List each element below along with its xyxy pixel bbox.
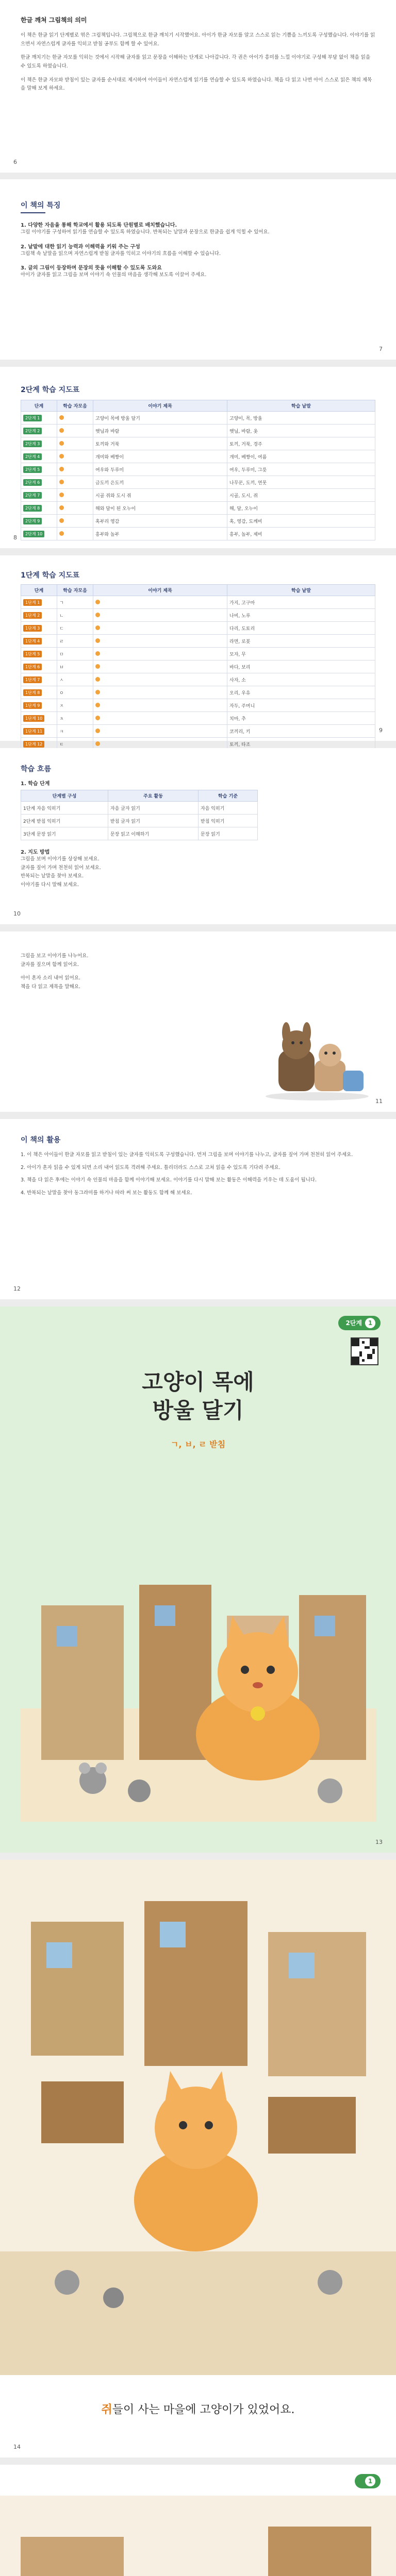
cell: 금도끼 은도끼 <box>93 476 227 489</box>
table-row <box>21 699 375 712</box>
title-underline <box>21 212 45 213</box>
cell: 오리, 우유 <box>227 686 375 699</box>
cell: 문장 읽고 이해하기 <box>108 827 198 840</box>
table-row <box>21 648 375 660</box>
table-row <box>21 450 375 463</box>
highlight-word: 쥐 <box>101 2403 112 2416</box>
stage-number: 1 <box>365 1318 375 1328</box>
section-title: 이 책의 활용 <box>21 1136 61 1144</box>
stage2-section <box>21 384 375 540</box>
cell: 코끼리, 키 <box>227 725 375 738</box>
cell: 나무꾼, 도끼, 연못 <box>227 476 375 489</box>
paragraph: 4. 반복되는 낱말을 찾아 동그라미를 하거나 따라 써 보는 활동도 함께 해 보세요. <box>21 1190 192 1196</box>
cell <box>21 699 57 712</box>
features-section <box>21 200 376 280</box>
cell <box>93 648 227 660</box>
cell: 혹부리 영감 <box>93 515 227 528</box>
book-icon <box>59 467 64 471</box>
cell <box>21 648 57 660</box>
paragraph: 이 책은 한글 읽기 단계별로 엮은 그림책입니다. 그림책으로 한글 깨치기 시작했어요. 아이가 한글 자모를 알고 스스로 읽는 기쁨을 느끼도록 구성했습니다. 이야기를 읽으면서 자연스럽게 글자를 익히고 받침 공부도 함께 할 수 있어요. <box>21 32 375 47</box>
cell: 라면, 로봇 <box>227 635 375 648</box>
keyword-text: ㄱ, ㅂ, ㄹ 받침 <box>170 1439 226 1450</box>
cell <box>57 412 93 425</box>
cell <box>93 725 227 738</box>
table-row <box>21 660 375 673</box>
cell: 흥부와 놀부 <box>93 528 227 540</box>
cell <box>57 502 93 515</box>
cell: 자두, 주머니 <box>227 699 375 712</box>
stage-badge: 1단계 11 <box>23 728 44 735</box>
column-header: 학습 기준 <box>199 790 258 802</box>
cell <box>57 437 93 450</box>
stage-badge: 1단계 10 <box>23 715 44 722</box>
page-features <box>0 179 396 360</box>
page-number: 7 <box>379 346 383 352</box>
stage-badge: 1단계 2 <box>23 612 42 619</box>
cell: ㅈ <box>57 699 93 712</box>
cover-title-block <box>0 1368 396 1450</box>
table-row <box>21 412 375 425</box>
book-icon <box>59 480 64 484</box>
cell <box>93 609 227 622</box>
table-row <box>21 609 375 622</box>
page-number: 10 <box>13 910 21 917</box>
book-icon <box>95 690 100 694</box>
story-1-illustration <box>0 1860 396 2375</box>
cell <box>21 476 57 489</box>
feature-text: 아이가 글자를 읽고 그림을 보며 이야기 속 인물의 마음을 생각해 보도록 이끌어 주세요. <box>21 272 207 278</box>
book-icon <box>95 600 100 604</box>
table-row <box>21 515 375 528</box>
feature-text: 그림책 속 낱말을 읽으며 자연스럽게 받침 글자를 익히고 이야기의 흐름을 이해할 수 있습니다. <box>21 250 221 257</box>
cell: 받침 글자 읽기 <box>108 815 198 827</box>
stage-number: 1 <box>365 2476 375 2486</box>
guide-list <box>21 952 237 992</box>
cell <box>21 635 57 648</box>
cell: 고양이, 목, 방울 <box>227 412 375 425</box>
cell <box>21 489 57 502</box>
book-icon <box>95 651 100 656</box>
feature-heading: 3. 글의 그림이 등장하며 문장의 뜻을 이해할 수 있도록 도와요 <box>21 265 162 272</box>
stage-badge: 2단계 2 <box>23 428 42 434</box>
stage-badge: 1단계 9 <box>23 702 42 709</box>
note-item: 이야기를 다시 말해 보세요. <box>21 882 79 888</box>
table-row <box>21 476 375 489</box>
page-guide <box>0 931 396 1112</box>
cell <box>93 635 227 648</box>
stage-badge: 1단계 8 <box>23 689 42 696</box>
book-icon <box>59 441 64 446</box>
paragraph: 1. 이 책은 아이들이 한글 자모를 읽고 받침이 있는 글자를 익히도록 구성했습니다. 먼저 그림을 보며 이야기를 나누고, 글자를 짚어 가며 천천히 읽어 주세요. <box>21 1152 353 1158</box>
page-number: 6 <box>13 159 17 165</box>
book-icon <box>59 505 64 510</box>
cell: ㄷ <box>57 622 93 635</box>
cell: 개미, 베짱이, 여름 <box>227 450 375 463</box>
table-header-row <box>21 790 258 802</box>
story-title-line2: 방울 달기 <box>152 1397 244 1423</box>
table-row <box>21 686 375 699</box>
book-icon <box>95 703 100 707</box>
stage-badge: 2단계 10 <box>23 531 44 537</box>
cell: 자음 익히기 <box>199 802 258 815</box>
note-item: 그림을 보며 이야기를 상상해 보세요. <box>21 856 100 862</box>
cell: 1단계 자음 익히기 <box>21 802 108 815</box>
stage-badge: 2단계 1 <box>23 415 42 421</box>
table-row <box>21 596 375 609</box>
cell <box>93 660 227 673</box>
page-story-1 <box>0 1860 396 2458</box>
stage-badge: 2단계 7 <box>23 492 42 499</box>
table-row <box>21 463 375 476</box>
paragraph: 이 책은 한글 자모와 받침이 있는 글자를 순서대로 제시하여 아이들이 자연스럽게 읽기를 연습할 수 있도록 하였습니다. 책을 다 읽고 나면 아이 스스로 읽은 책의 제목을 말해 보게 하세요. <box>21 77 372 92</box>
book-icon <box>95 638 100 643</box>
stage-badge: 1단계 7 <box>23 676 42 683</box>
paragraph: 한글 깨치기는 한글 자모를 익히는 것에서 시작해 글자를 읽고 문장을 이해하는 단계로 나아갑니다. 각 권은 아이가 흥미를 느낄 이야기로 구성해 부담 없이 책을 읽을 수 있도록 하였습니다. <box>21 55 371 69</box>
stage-badge: 1단계 4 <box>23 638 42 645</box>
book-icon <box>95 716 100 720</box>
stage-badge: 1단계 5 <box>23 651 42 657</box>
cell: 여우, 두루미, 그릇 <box>227 463 375 476</box>
cell: ㄹ <box>57 635 93 648</box>
note-item: 글자를 짚어 가며 천천히 읽어 보세요. <box>21 865 101 871</box>
column-header: 단계별 구성 <box>21 790 108 802</box>
qr-icon <box>352 1338 377 1364</box>
table-row <box>21 622 375 635</box>
subheading: 1. 학습 단계 <box>21 781 50 787</box>
cell <box>57 515 93 528</box>
guide-item: 아이 혼자 소리 내어 읽어요. <box>21 975 81 981</box>
feature-heading: 2. 낱말에 대한 읽기 능력과 이해력을 키워 주는 구성 <box>21 244 140 250</box>
stage-badge: 2단계 4 <box>23 453 42 460</box>
table-header-row <box>21 585 375 596</box>
table-row <box>21 502 375 515</box>
page-usage <box>0 1119 396 1299</box>
cell <box>57 463 93 476</box>
section-title: 이 책의 특징 <box>21 201 61 210</box>
cell <box>21 528 57 540</box>
cover-illustration <box>21 1492 376 1822</box>
page-stage2-table <box>0 367 396 548</box>
cell <box>93 712 227 725</box>
book-icon <box>95 613 100 617</box>
cell <box>21 425 57 437</box>
cell: 개미와 베짱이 <box>93 450 227 463</box>
column-header: 학습 자모음 <box>57 400 93 412</box>
cell <box>57 425 93 437</box>
column-header: 주요 활동 <box>108 790 198 802</box>
page-number: 9 <box>379 727 383 734</box>
section-title: 1단계 학습 지도표 <box>21 571 80 580</box>
story-caption <box>0 2401 396 2417</box>
cell <box>57 489 93 502</box>
column-header: 단계 <box>21 585 57 596</box>
subheading: 2. 지도 방법 <box>21 850 50 855</box>
book-icon <box>59 415 64 420</box>
cell: 3단계 문장 읽기 <box>21 827 108 840</box>
paragraph: 2. 아이가 혼자 읽을 수 있게 되면 소리 내어 읽도록 격려해 주세요. 틀리더라도 스스로 고쳐 읽을 수 있도록 기다려 주세요. <box>21 1164 280 1171</box>
cell: ㅌ <box>57 738 93 751</box>
cell <box>21 450 57 463</box>
cell <box>21 712 57 725</box>
stage-badge: 2단계 5 <box>23 466 42 473</box>
book-icon <box>59 531 64 536</box>
table-row <box>21 425 375 437</box>
cell <box>57 476 93 489</box>
cell <box>93 596 227 609</box>
cell: 여우와 두루미 <box>93 463 227 476</box>
guide-item: 책을 다 읽고 제목을 말해요. <box>21 984 81 990</box>
book-icon <box>95 677 100 682</box>
page-number: 12 <box>13 1285 21 1292</box>
cell <box>21 622 57 635</box>
book-icon <box>95 728 100 733</box>
cell: 시골 쥐와 도시 쥐 <box>93 489 227 502</box>
cell: 시골, 도시, 쥐 <box>227 489 375 502</box>
book-icon <box>59 454 64 459</box>
cell <box>21 412 57 425</box>
guide-item: 그림을 보고 이야기를 나누어요. <box>21 953 89 959</box>
page-number: 14 <box>13 2444 21 2450</box>
stage-badge: 2단계 9 <box>23 518 42 524</box>
cell <box>21 515 57 528</box>
book-icon <box>95 625 100 630</box>
stage-badge: 1단계 3 <box>23 625 42 632</box>
cell: 해와 달이 된 오누이 <box>93 502 227 515</box>
cell <box>21 686 57 699</box>
book-icon <box>59 518 64 523</box>
cell <box>93 699 227 712</box>
table-row <box>21 725 375 738</box>
keyword-line <box>0 1438 396 1450</box>
stage-tag <box>338 1316 381 1330</box>
cell <box>93 686 227 699</box>
page-title: 한글 깨쳐 그림책의 의미 <box>21 16 87 24</box>
cell: ㅋ <box>57 725 93 738</box>
cell: 해, 달, 오누이 <box>227 502 375 515</box>
cell: 치마, 추 <box>227 712 375 725</box>
story-title-line1: 고양이 목에 <box>142 1369 254 1395</box>
cell: 토끼, 타조 <box>227 738 375 751</box>
flow-section <box>21 764 375 890</box>
page-intro <box>0 0 396 173</box>
cell: ㄱ <box>57 596 93 609</box>
column-header: 학습 낱말 <box>227 400 375 412</box>
cell <box>93 622 227 635</box>
stage-tag <box>355 2474 381 2488</box>
qr-code <box>351 1337 378 1365</box>
cell: ㅊ <box>57 712 93 725</box>
feature-heading: 1. 다양한 자음을 통해 학교에서 활용 되도록 단원별로 배치했습니다. <box>21 223 177 228</box>
story-2-illustration <box>0 2496 396 2576</box>
page-learning-flow <box>0 748 396 924</box>
cell: 햇님과 바람 <box>93 425 227 437</box>
cell: ㅅ <box>57 673 93 686</box>
table-header-row <box>21 400 375 412</box>
cell: ㅇ <box>57 686 93 699</box>
cell: ㄴ <box>57 609 93 622</box>
table-row <box>21 635 375 648</box>
cell <box>21 596 57 609</box>
table-row <box>21 673 375 686</box>
usage-section <box>21 1134 376 1198</box>
cell <box>21 437 57 450</box>
stage2-table <box>21 400 375 540</box>
page-stage1-table <box>0 555 396 748</box>
cell: 고양이 목에 방울 달기 <box>93 412 227 425</box>
intro-section <box>21 15 376 93</box>
page-number: 8 <box>13 534 17 541</box>
cell: 사자, 소 <box>227 673 375 686</box>
cell: 모자, 무 <box>227 648 375 660</box>
cell <box>93 673 227 686</box>
table-row <box>21 489 375 502</box>
stage-badge: 1단계 12 <box>23 741 44 748</box>
stage-label: 2단계 <box>345 1319 362 1327</box>
book-icon <box>59 493 64 497</box>
page-story-2 <box>0 2465 396 2576</box>
book-icon <box>95 664 100 669</box>
stage1-section <box>21 570 375 751</box>
cell: 다리, 도토리 <box>227 622 375 635</box>
cell: 햇님, 바람, 옷 <box>227 425 375 437</box>
stage-badge: 1단계 6 <box>23 664 42 670</box>
cell: 토끼, 거북, 경주 <box>227 437 375 450</box>
stage-badge: 2단계 3 <box>23 440 42 447</box>
table-row <box>21 437 375 450</box>
cell <box>21 463 57 476</box>
book-icon <box>95 741 100 746</box>
cell: ㅁ <box>57 648 93 660</box>
cell <box>21 660 57 673</box>
cell <box>21 502 57 515</box>
cell: 문장 읽기 <box>199 827 258 840</box>
cell: ㅂ <box>57 660 93 673</box>
table-row <box>21 815 258 827</box>
cell: 나비, 노루 <box>227 609 375 622</box>
column-header: 이야기 제목 <box>93 585 227 596</box>
table-row <box>21 827 258 840</box>
page-number: 13 <box>375 1839 383 1845</box>
cell: 바다, 보리 <box>227 660 375 673</box>
page-story-cover <box>0 1307 396 1853</box>
flow-table <box>21 790 258 840</box>
paragraph: 3. 책을 다 읽은 후에는 이야기 속 인물의 마음을 함께 이야기해 보세요. 이야기를 다시 말해 보는 활동은 이해력을 키우는 데 도움이 됩니다. <box>21 1177 317 1183</box>
cell: 흥부, 놀부, 제비 <box>227 528 375 540</box>
note-item: 반복되는 낱말을 찾아 보세요. <box>21 873 84 879</box>
section-title: 학습 흐름 <box>21 765 51 773</box>
section-title: 2단계 학습 지도표 <box>21 386 80 394</box>
stage-badge: 1단계 1 <box>23 599 42 606</box>
cell: 받침 익히기 <box>199 815 258 827</box>
column-header: 단계 <box>21 400 57 412</box>
table-row <box>21 712 375 725</box>
column-header: 학습 낱말 <box>227 585 375 596</box>
stage-badge: 2단계 6 <box>23 479 42 486</box>
cell <box>57 528 93 540</box>
cell <box>21 725 57 738</box>
feature-text: 그림 이야기를 구성하여 읽기를 연습할 수 있도록 하였습니다. 반복되는 낱말과 문장으로 한글을 쉽게 익힐 수 있어요. <box>21 229 270 235</box>
cell: 혹, 영감, 도깨비 <box>227 515 375 528</box>
cell <box>57 450 93 463</box>
caption-text: 들이 사는 마을에 고양이가 있었어요. <box>112 2403 295 2416</box>
book-icon <box>59 428 64 433</box>
characters-illustration <box>258 1019 376 1101</box>
table-row <box>21 802 258 815</box>
cell: 자음 글자 읽기 <box>108 802 198 815</box>
column-header: 학습 자모음 <box>57 585 93 596</box>
table-row <box>21 528 375 540</box>
stage1-table <box>21 584 375 751</box>
cell <box>21 673 57 686</box>
cell: 가지, 고구마 <box>227 596 375 609</box>
cell: 2단계 받침 익히기 <box>21 815 108 827</box>
stage-badge: 2단계 8 <box>23 505 42 512</box>
cell: 토끼와 거북 <box>93 437 227 450</box>
guide-item: 글자를 짚으며 함께 읽어요. <box>21 961 79 968</box>
page-number: 11 <box>375 1098 383 1105</box>
cell <box>21 609 57 622</box>
column-header: 이야기 제목 <box>93 400 227 412</box>
